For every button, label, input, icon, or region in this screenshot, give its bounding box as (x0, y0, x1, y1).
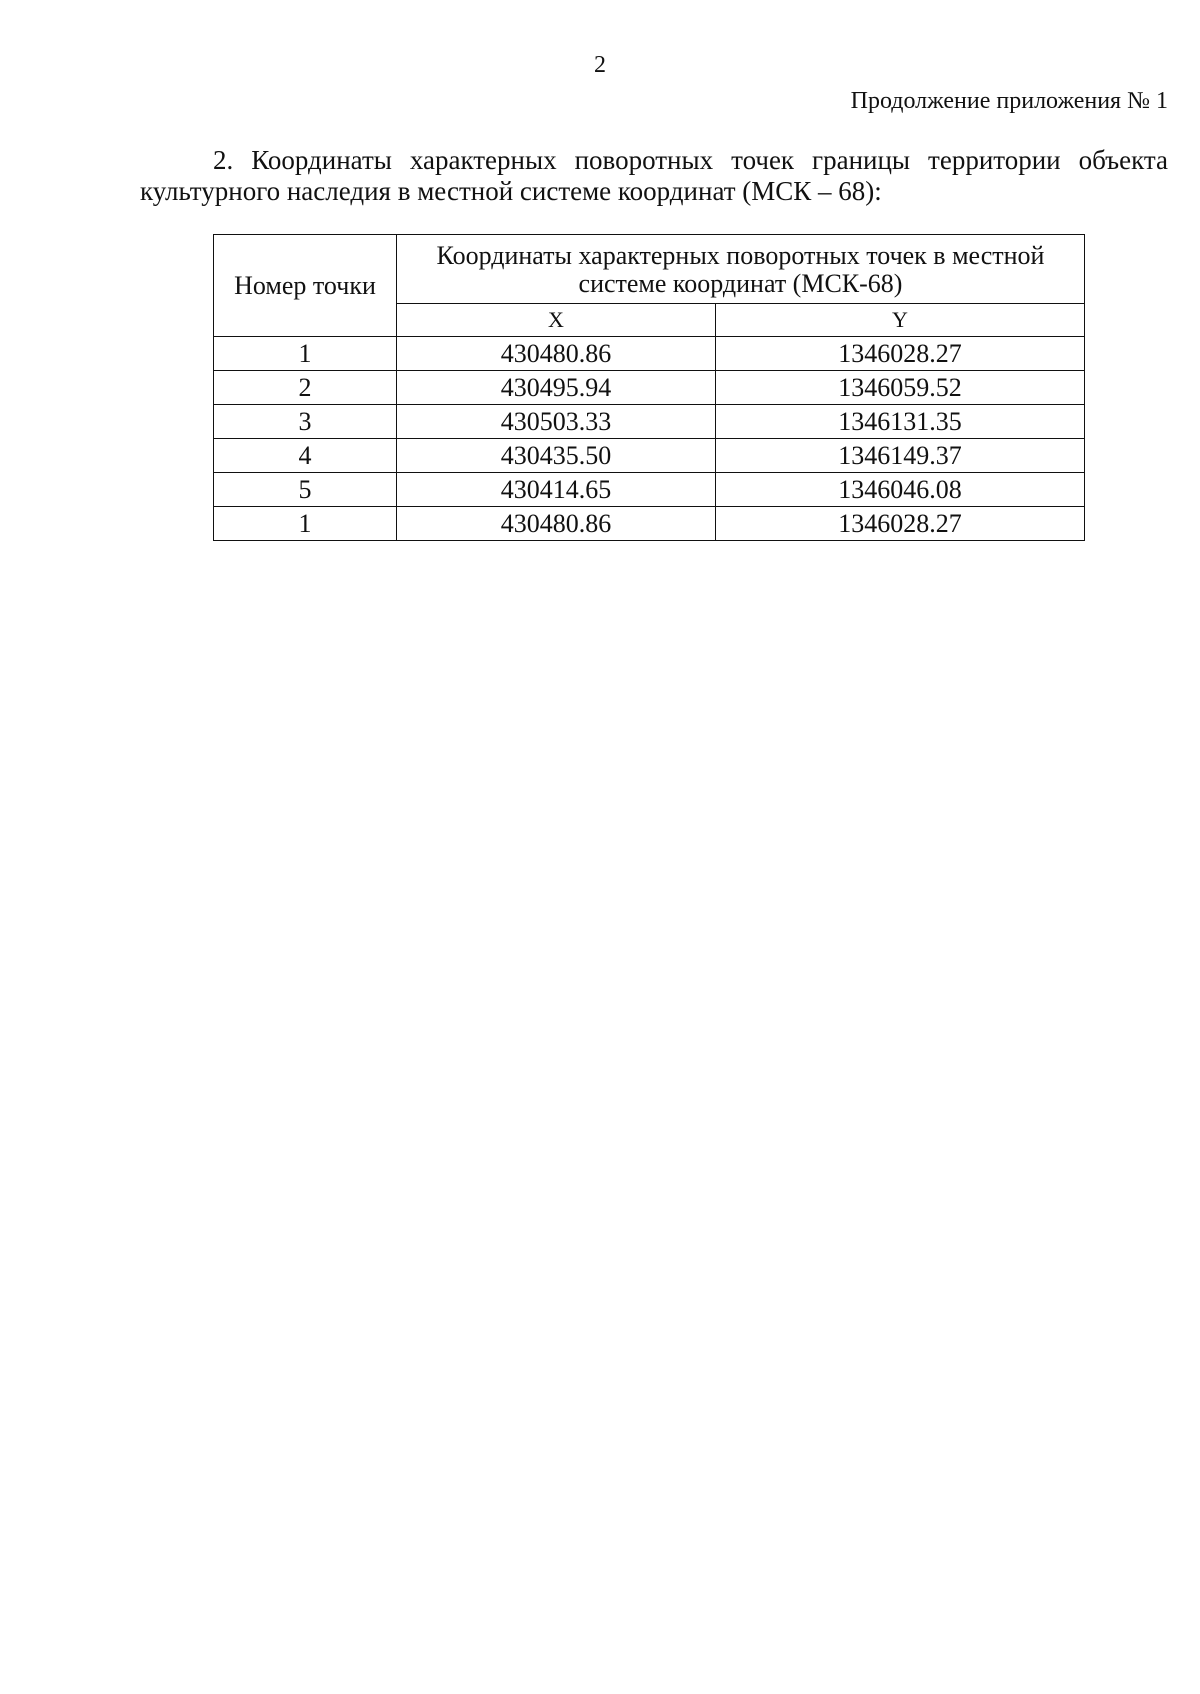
table-row (214, 371, 1085, 405)
cell-x: 430480.86 (397, 337, 716, 371)
table-row (214, 507, 1085, 541)
cell-y: 1346028.27 (716, 507, 1085, 541)
table-row (214, 337, 1085, 371)
table-row (214, 405, 1085, 439)
header-coordinates-group: Координаты характерных поворотных точек в местной системе координат (МСК-68) (397, 235, 1085, 304)
cell-point: 1 (214, 507, 397, 541)
cell-y: 1346059.52 (716, 371, 1085, 405)
cell-y: 1346131.35 (716, 405, 1085, 439)
header-y: Y (716, 304, 1085, 337)
table-row (214, 473, 1085, 507)
header-point-number: Номер точки (214, 235, 397, 337)
cell-x: 430435.50 (397, 439, 716, 473)
table-row (214, 439, 1085, 473)
cell-point: 1 (214, 337, 397, 371)
cell-x: 430480.86 (397, 507, 716, 541)
cell-y: 1346028.27 (716, 337, 1085, 371)
cell-x: 430495.94 (397, 371, 716, 405)
cell-y: 1346046.08 (716, 473, 1085, 507)
appendix-note: Продолжение приложения № 1 (850, 88, 1168, 114)
header-x: X (397, 304, 716, 337)
cell-point: 4 (214, 439, 397, 473)
cell-x: 430414.65 (397, 473, 716, 507)
cell-y: 1346149.37 (716, 439, 1085, 473)
cell-point: 2 (214, 371, 397, 405)
intro-paragraph: 2. Координаты характерных поворотных точек границы территории объекта культурного наследия в местной системе координат (МСК – 68): (140, 145, 1168, 206)
cell-x: 430503.33 (397, 405, 716, 439)
coordinates-table (213, 234, 1085, 541)
page-number: 2 (594, 52, 606, 78)
cell-point: 3 (214, 405, 397, 439)
cell-point: 5 (214, 473, 397, 507)
table-header-row (214, 235, 1085, 304)
